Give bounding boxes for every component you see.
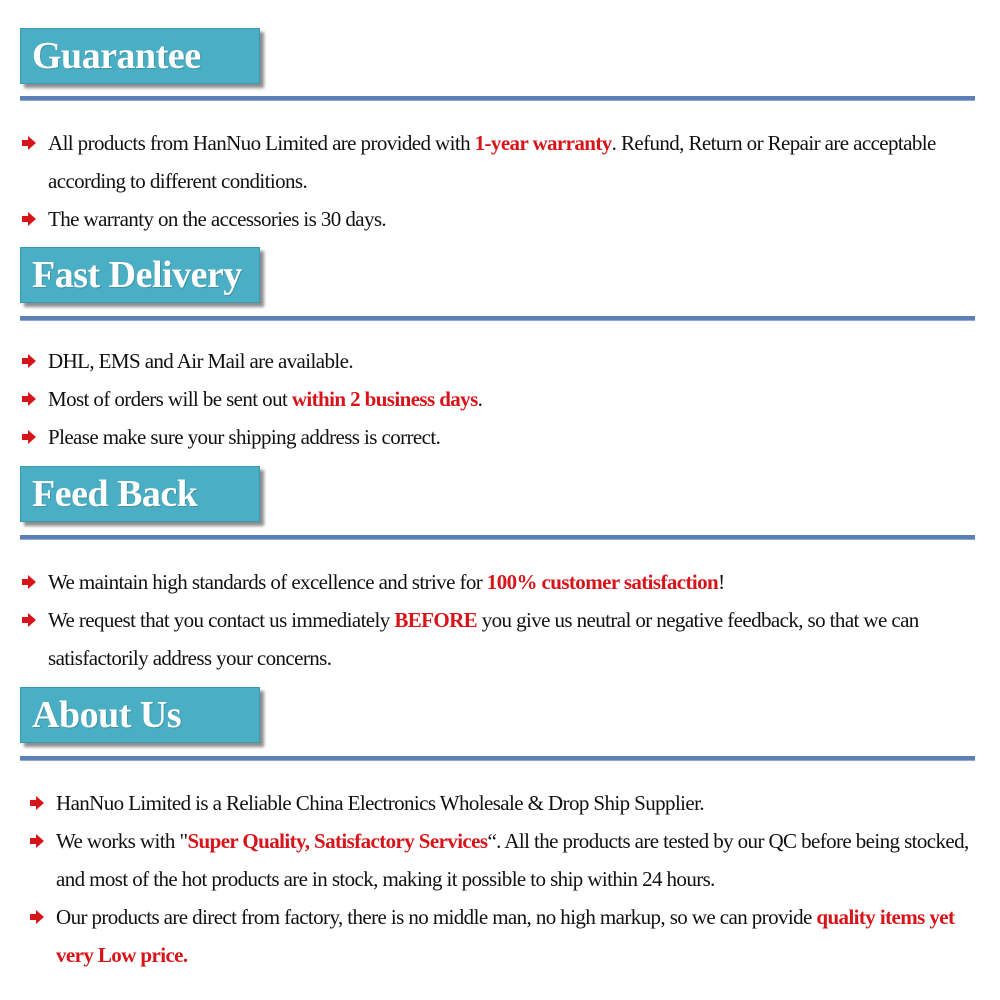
guarantee-divider (20, 96, 975, 101)
arrow-right-bullet-icon (22, 212, 36, 226)
feedback-list (20, 563, 985, 677)
about-list (28, 784, 973, 974)
delivery-heading: Fast Delivery (20, 247, 260, 303)
arrow-right-bullet-icon (22, 136, 36, 150)
list-item: The warranty on the accessories is 30 days. (20, 200, 985, 238)
arrow-right-bullet-icon (22, 430, 36, 444)
delivery-list (20, 342, 985, 456)
arrow-right-bullet-icon (30, 834, 44, 848)
list-item: We works with "Super Quality, Satisfactory Services“. All the products are tested by our QC before being stocked, and most of the hot products are in stock, making it possible to ship within 24 hours. (28, 822, 973, 898)
arrow-right-bullet-icon (30, 910, 44, 924)
list-item: DHL, EMS and Air Mail are available. (20, 342, 985, 380)
list-item: All products from HanNuo Limited are provided with 1-year warranty. Refund, Return or Repair are acceptable according to different conditions. (20, 124, 985, 200)
arrow-right-bullet-icon (22, 354, 36, 368)
list-item: We request that you contact us immediately BEFORE you give us neutral or negative feedback, so that we can satisfactorily address your concerns. (20, 601, 985, 677)
arrow-right-bullet-icon (22, 575, 36, 589)
about-divider (20, 756, 975, 761)
arrow-right-bullet-icon (22, 613, 36, 627)
delivery-divider (20, 316, 975, 321)
feedback-divider (20, 535, 975, 540)
about-heading: About Us (20, 687, 260, 743)
list-item: We maintain high standards of excellence and strive for 100% customer satisfaction! (20, 563, 985, 601)
arrow-right-bullet-icon (22, 392, 36, 406)
guarantee-list (20, 124, 985, 238)
list-item: Please make sure your shipping address is correct. (20, 418, 985, 456)
guarantee-heading: Guarantee (20, 28, 260, 84)
feedback-heading: Feed Back (20, 466, 260, 522)
list-item: HanNuo Limited is a Reliable China Electronics Wholesale & Drop Ship Supplier. (28, 784, 973, 822)
list-item: Most of orders will be sent out within 2 business days. (20, 380, 985, 418)
list-item: Our products are direct from factory, there is no middle man, no high markup, so we can provide quality items yet very Low price. (28, 898, 973, 974)
arrow-right-bullet-icon (30, 796, 44, 810)
